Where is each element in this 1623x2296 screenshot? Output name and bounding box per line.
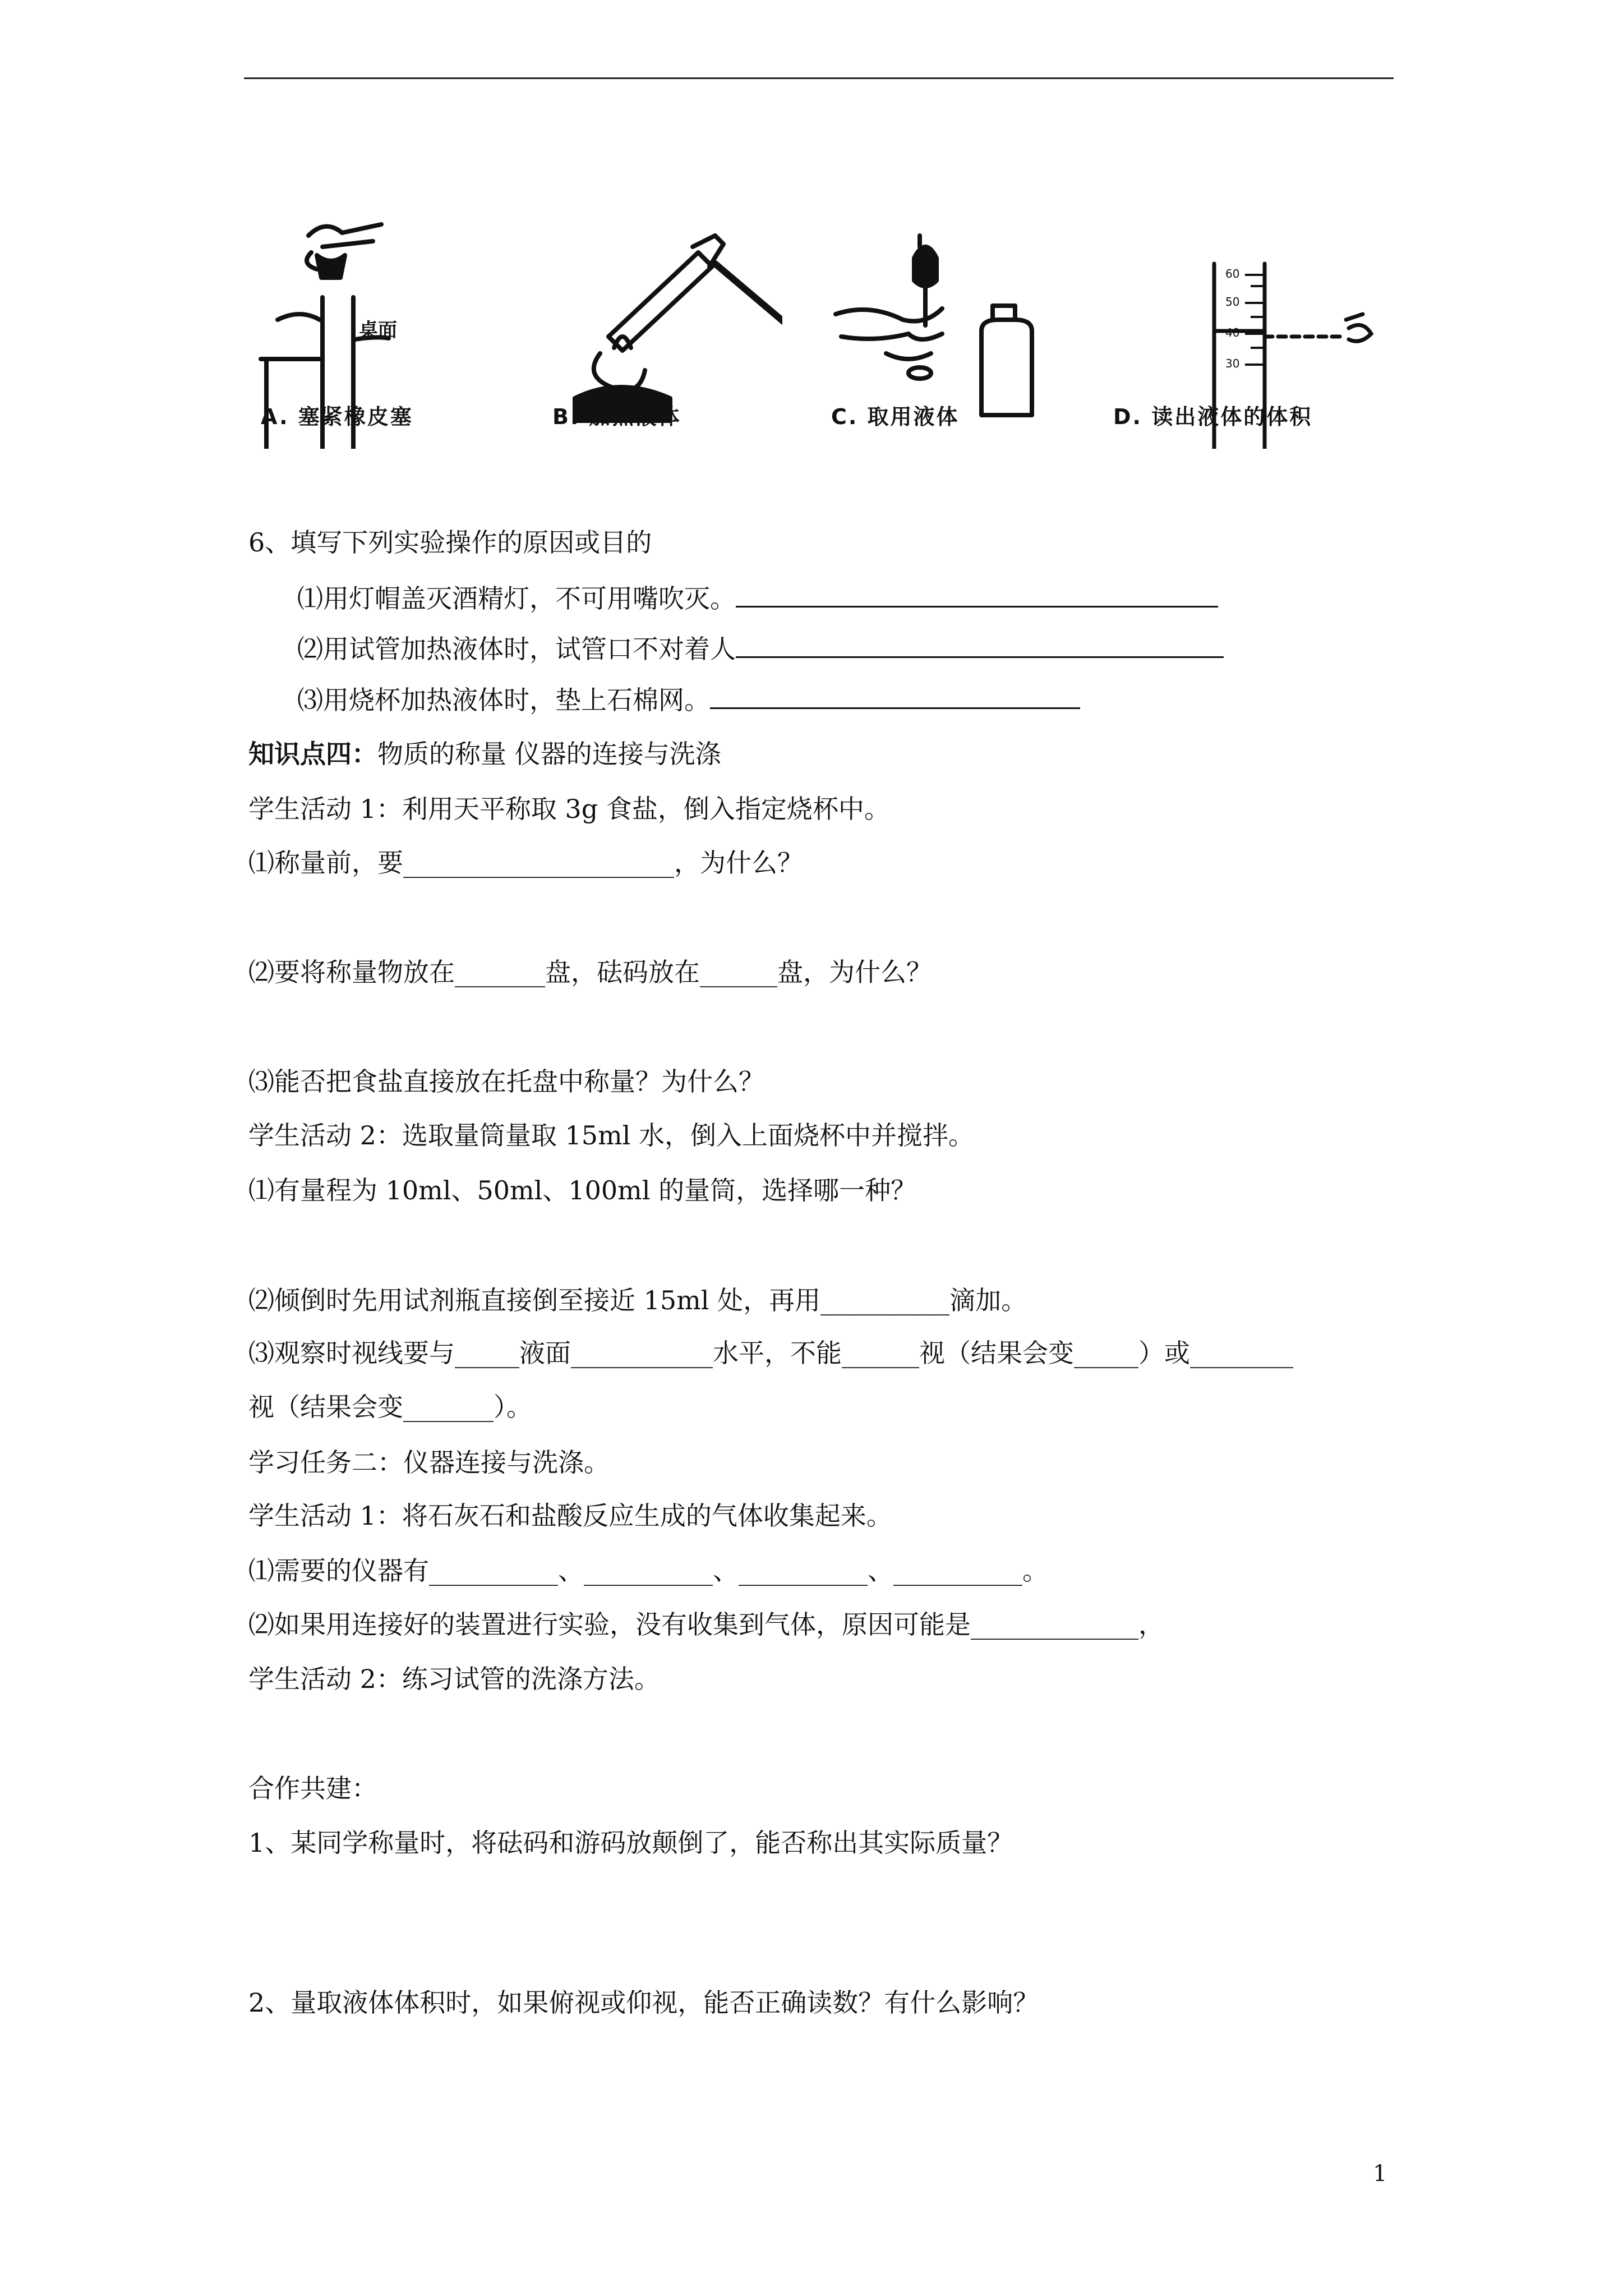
- section4-activity-1-q1: ⑴称量前，要_____________________，为什么？: [248, 848, 803, 878]
- q6-item-3-answer-line: [710, 684, 1080, 709]
- section4-activity-2-q2: ⑵倾倒时先用试剂瓶直接倒至接近 15ml 处，再用__________滴加。: [248, 1285, 1027, 1315]
- section4-task-2-q1: ⑴需要的仪器有__________、__________、__________、__________。: [248, 1556, 1048, 1586]
- q6-title: 6、填写下列实验操作的原因或目的: [248, 527, 652, 558]
- cylinder-tick-40: 40: [1225, 326, 1240, 339]
- figure-d-caption: D. 读出液体的体积: [1113, 404, 1313, 429]
- section4-task-2: 学习任务二：仪器连接与洗涤。: [248, 1447, 610, 1478]
- section4-activity-2-q3a: ⑶观察时视线要与_____液面___________水平，不能______视（结果会变_____）或________: [248, 1338, 1293, 1368]
- section4-task-2-activity-2: 学生活动 2：练习试管的洗涤方法。: [248, 1664, 660, 1694]
- coop-title: 合作共建：: [248, 1773, 377, 1803]
- figure-c-caption: C. 取用液体: [831, 404, 960, 429]
- figure-b-caption: B. 加热液体: [552, 404, 681, 429]
- q6-item-2: [297, 632, 1224, 666]
- section4-heading-label: 知识点四：: [248, 739, 377, 769]
- q6-item-2-text: ⑵用试管加热液体时，试管口不对着人: [297, 634, 736, 664]
- cylinder-tick-30: 30: [1225, 357, 1240, 370]
- header-rule: [244, 77, 1394, 79]
- figure-a-caption: A. 塞紧橡皮塞: [261, 404, 413, 429]
- coop-q2: 2、量取液体体积时，如果俯视或仰视，能否正确读数？有什么影响？: [248, 1987, 1039, 2018]
- figure-a-label: 桌面: [359, 319, 397, 342]
- q6-item-3: [297, 683, 1080, 717]
- page-number: 1: [1373, 2161, 1387, 2187]
- q6-item-1-answer-line: [736, 582, 1218, 608]
- section4-activity-1-q2: ⑵要将称量物放在_______盘，砝码放在______盘，为什么？: [248, 957, 932, 987]
- q6-item-1-text: ⑴用灯帽盖灭酒精灯，不可用嘴吹灭。: [297, 583, 736, 614]
- cylinder-tick-60: 60: [1225, 267, 1240, 280]
- section4-activity-1: 学生活动 1：利用天平称取 3g 食盐，倒入指定烧杯中。: [248, 794, 890, 824]
- section4-activity-2-q1: ⑴有量程为 10ml、50ml、100ml 的量筒，选择哪一种？: [248, 1175, 917, 1205]
- section4-activity-2: 学生活动 2：选取量筒量取 15ml 水，倒入上面烧杯中并搅拌。: [248, 1120, 974, 1151]
- section4-heading: [248, 737, 721, 771]
- q6-item-3-text: ⑶用烧杯加热液体时，垫上石棉网。: [297, 685, 710, 715]
- section4-task-2-activity-1: 学生活动 1：将石灰石和盐酸反应生成的气体收集起来。: [248, 1501, 892, 1531]
- section4-activity-1-q3: ⑶能否把食盐直接放在托盘中称量？为什么？: [248, 1066, 764, 1097]
- q6-item-1: [297, 582, 1218, 615]
- section4-task-2-q2: ⑵如果用连接好的装置进行实验，没有收集到气体，原因可能是_____________，: [248, 1609, 1164, 1640]
- cylinder-tick-50: 50: [1225, 295, 1240, 309]
- section4-activity-2-q3b: 视（结果会变_______）。: [248, 1392, 532, 1422]
- coop-q1: 1、某同学称量时，将砝码和游码放颠倒了，能否称出其实际质量？: [248, 1828, 1013, 1858]
- q6-item-2-answer-line: [736, 633, 1224, 658]
- section4-heading-text: 物质的称量 仪器的连接与洗涤: [377, 739, 721, 769]
